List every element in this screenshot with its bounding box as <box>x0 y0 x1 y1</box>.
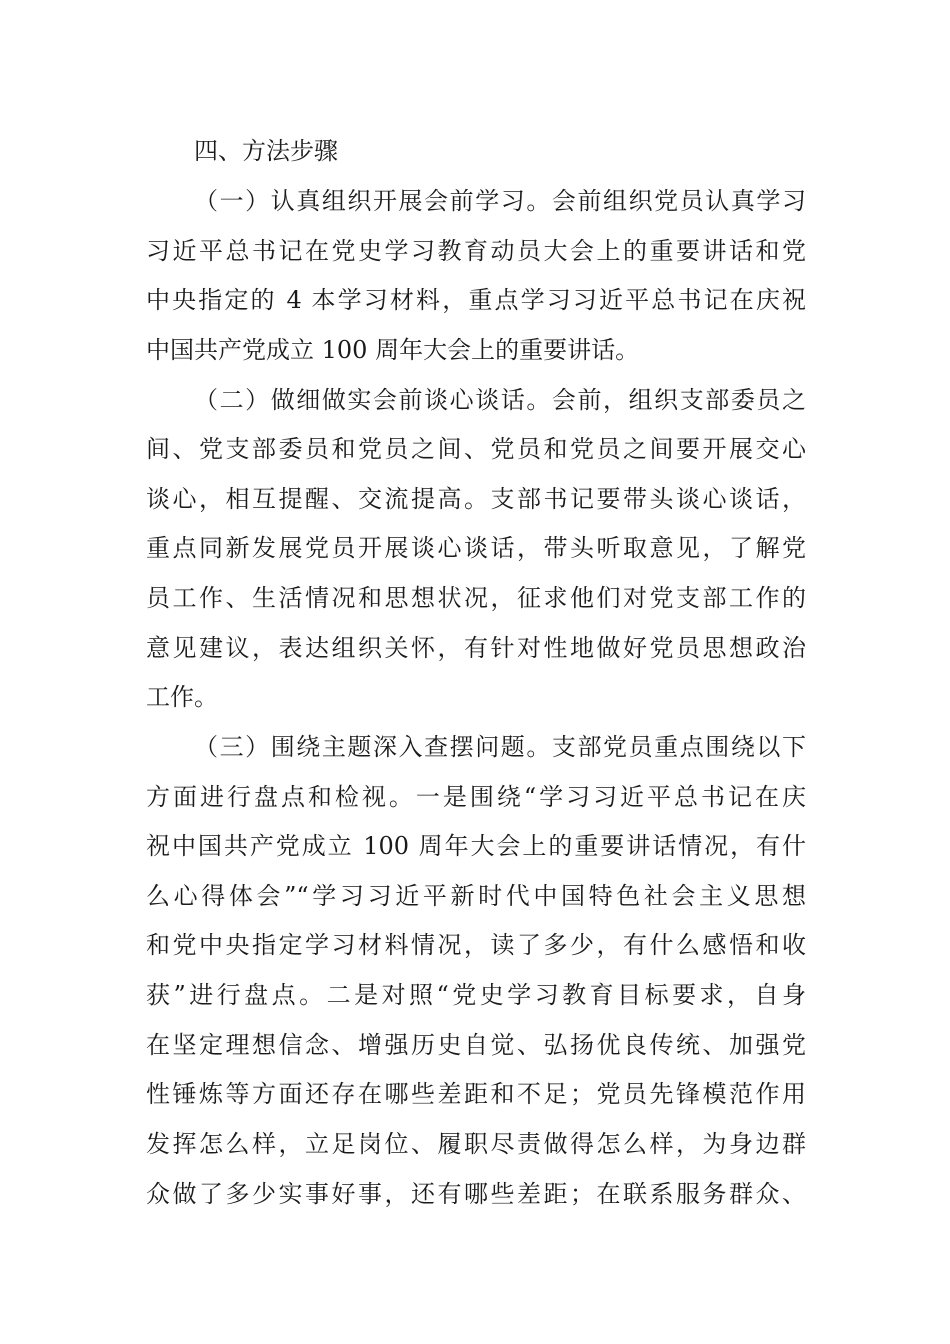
paragraph-line: 众做了多少实事好事，还有哪些差距；在联系服务群众、 <box>146 1180 806 1208</box>
paragraph-line: 工作。 <box>146 683 218 711</box>
paragraph-line: 方面进行盘点和检视。一是围绕“学习习近平总书记在庆 <box>146 783 806 811</box>
paragraph-line: 在坚定理想信念、增强历史自觉、弘扬优良传统、加强党 <box>146 1031 806 1059</box>
paragraph-line: 发挥怎么样，立足岗位、履职尽责做得怎么样，为身边群 <box>146 1130 806 1158</box>
paragraph-line: （一）认真组织开展会前学习。会前组织党员认真学习 <box>194 187 806 215</box>
paragraph-line: （二）做细做实会前谈心谈话。会前，组织支部委员之 <box>194 386 806 414</box>
paragraph-line: 中央指定的 4 本学习材料，重点学习习近平总书记在庆祝 <box>146 286 806 314</box>
paragraph-line: 和党中央指定学习材料情况，读了多少，有什么感悟和收 <box>146 931 806 959</box>
paragraph-line: 重点同新发展党员开展谈心谈话，带头听取意见，了解党 <box>146 534 806 562</box>
paragraph-line: 习近平总书记在党史学习教育动员大会上的重要讲话和党 <box>146 237 806 265</box>
paragraph-line: 中国共产党成立 100 周年大会上的重要讲话。 <box>146 336 640 364</box>
paragraph-line: 谈心，相互提醒、交流提高。支部书记要带头谈心谈话， <box>146 485 806 513</box>
paragraph-line: 间、党支部委员和党员之间、党员和党员之间要开展交心 <box>146 435 806 463</box>
section-heading: 四、方法步骤 <box>194 137 338 165</box>
paragraph-line: 么心得体会”“学习习近平新时代中国特色社会主义思想 <box>146 882 806 910</box>
paragraph-line: 意见建议，表达组织关怀，有针对性地做好党员思想政治 <box>146 634 806 662</box>
paragraph-line: 性锤炼等方面还存在哪些差距和不足；党员先锋模范作用 <box>146 1080 806 1108</box>
paragraph-line: 祝中国共产党成立 100 周年大会上的重要讲话情况，有什 <box>146 832 806 860</box>
paragraph-line: 员工作、生活情况和思想状况，征求他们对党支部工作的 <box>146 584 806 612</box>
paragraph-line: 获”进行盘点。二是对照“党史学习教育目标要求，自身 <box>146 981 806 1009</box>
paragraph-line: （三）围绕主题深入查摆问题。支部党员重点围绕以下 <box>194 733 806 761</box>
